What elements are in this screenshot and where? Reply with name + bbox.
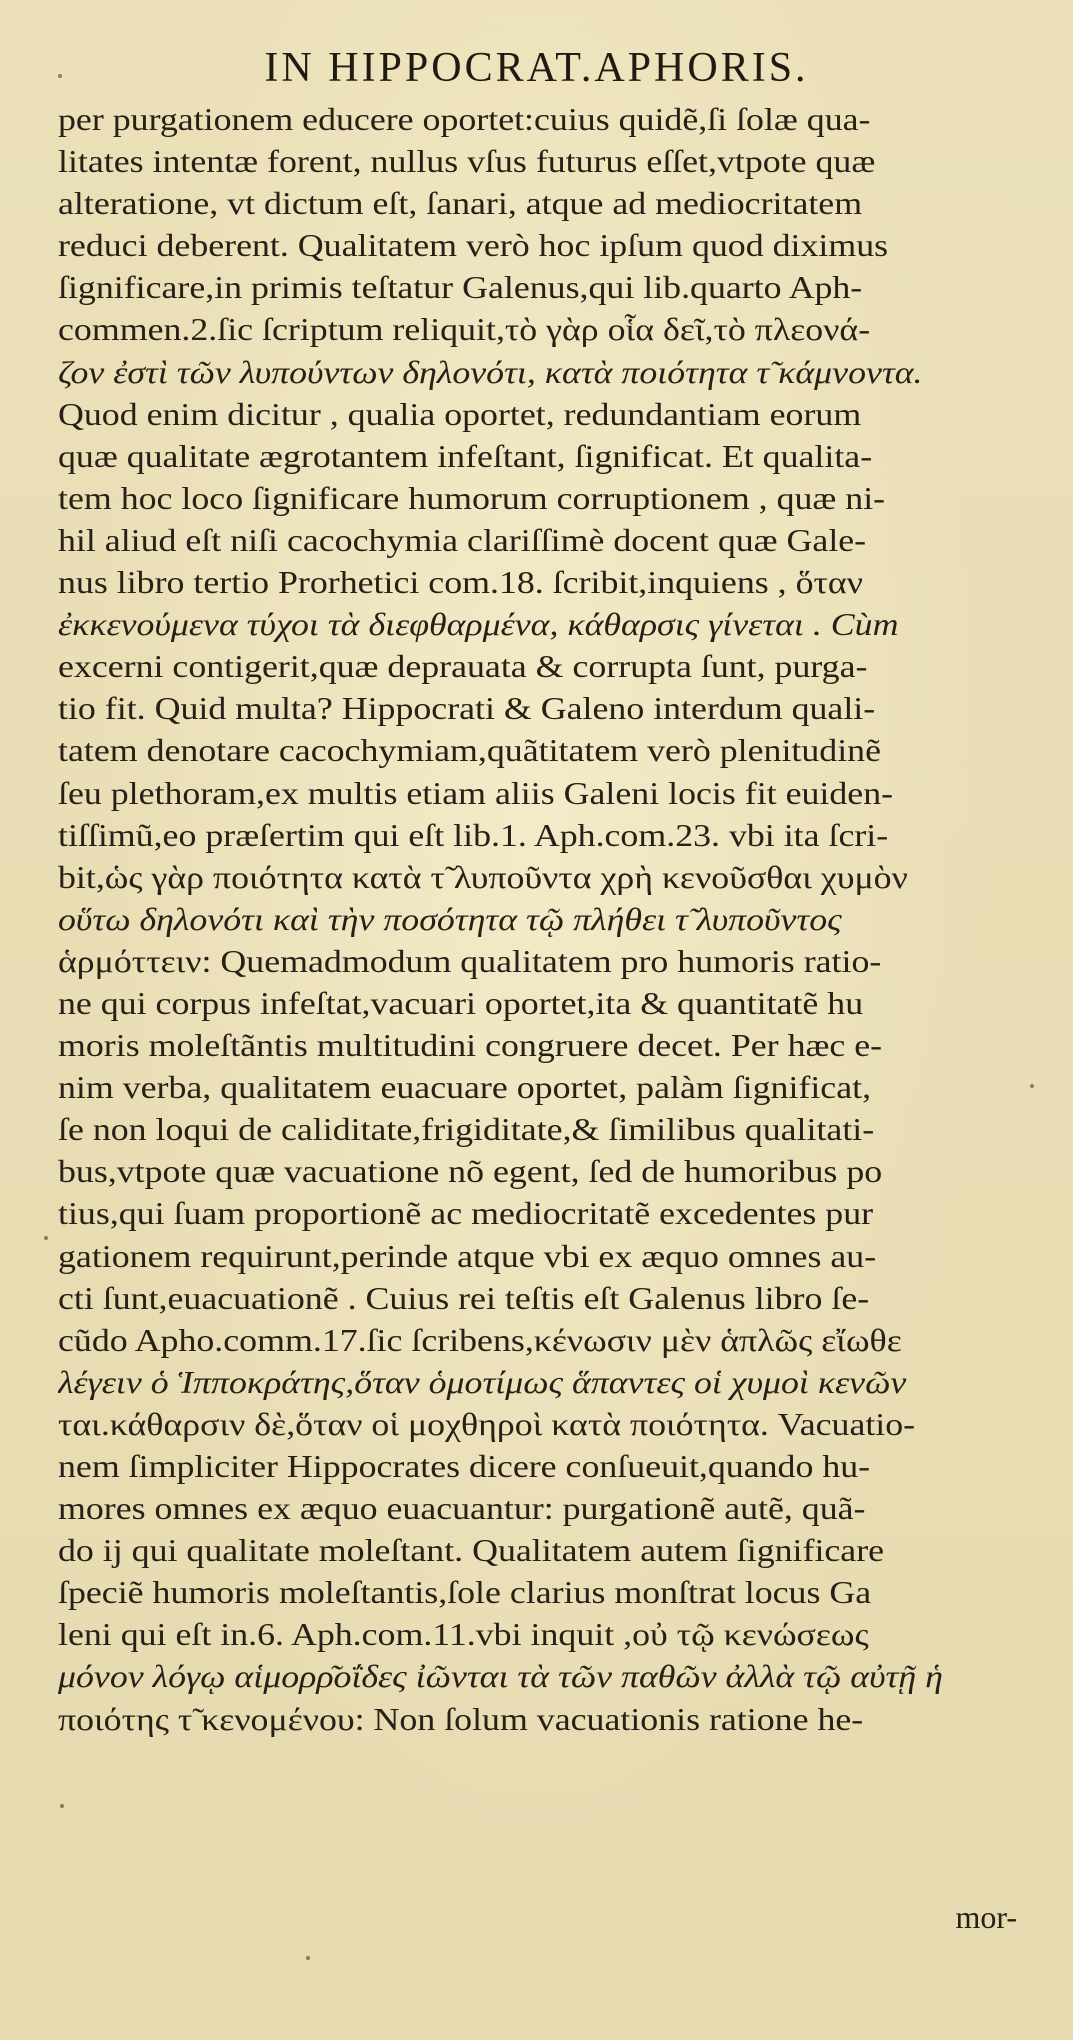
text-line: tatem denotare cacochymiam,quãtitatem verò plenitudinẽ xyxy=(58,732,881,769)
body-text xyxy=(58,98,1018,1740)
text-line: quæ qualitate ægrotantem infeſtant, ſignificat. Et qualita- xyxy=(58,437,873,474)
text-line: per purgationem educere oportet:cuius quidẽ,ſi ſolæ qua- xyxy=(58,101,871,137)
text-line: ἐκκενούμενα τύχοι τὰ διεφθαρμένα, κάθαρσις γίνεται . Cùm xyxy=(58,606,899,643)
text-line: ſeu plethoram,ex multis etiam aliis Galeni locis fit euiden- xyxy=(58,774,894,811)
text-line: tem hoc loco ſignificare humorum corruptionem , quæ ni- xyxy=(58,479,886,516)
ink-speck xyxy=(1030,1084,1034,1088)
text-line: tiſſimũ,eo præſertim qui eſt lib.1. Aph.com.23. vbi ita ſcri- xyxy=(58,816,889,853)
text-line: moris moleſtãntis multitudini congruere decet. Per hæc e- xyxy=(58,1027,883,1064)
text-line: ται.κάθαρσιν δὲ,ὅταν οἱ μοχθηροὶ κατὰ ποιότητα. Vacuatio- xyxy=(58,1405,916,1442)
ink-speck xyxy=(60,1804,64,1808)
text-line: hil aliud eſt niſi cacochymia clariſſimè docent quæ Gale- xyxy=(58,521,867,558)
text-line: ποιότης τ̃ κενομένου: Non ſolum vacuationis ratione he- xyxy=(58,1700,864,1737)
text-line: bit,ὡς γὰρ ποιότητα κατὰ τ̃ λυποῦντα χρὴ κενοῦσθαι χυμὸν xyxy=(58,858,908,895)
text-line: mores omnes ex æquo euacuantur: purgationẽ autẽ, quã- xyxy=(58,1490,866,1527)
text-line: ſignificare,in primis teſtatur Galenus,qui lib.quarto Aph- xyxy=(58,269,863,306)
text-line: alteratione, vt dictum eſt, ſanari, atque ad mediocritatem xyxy=(58,185,863,222)
text-line: cti ſunt,euacuationẽ . Cuius rei teſtis eſt Galenus libro ſe- xyxy=(58,1279,870,1316)
text-line: ſpeciẽ humoris moleſtantis,ſole clarius monſtrat locus Ga xyxy=(58,1574,872,1611)
ink-speck xyxy=(306,1956,310,1960)
text-line: tio fit. Quid multa? Hippocrati & Galeno interdum quali- xyxy=(58,690,876,727)
text-line: ne qui corpus infeſtat,vacuari oportet,ita & quantitatẽ hu xyxy=(58,984,864,1021)
ink-speck xyxy=(44,1236,48,1240)
catchword: mor- xyxy=(955,1899,1017,1935)
text-line: μόνον λόγῳ αἱμορρ͂οΐδες ἰῶνται τὰ τῶν παθῶν ἀλλὰ τῷ αὐτῇ ἡ xyxy=(58,1658,943,1695)
text-line: nus libro tertio Prorhetici com.18. ſcribit,inquiens , ὅταν xyxy=(58,564,863,601)
text-line: gationem requirunt,perinde atque vbi ex æquo omnes au- xyxy=(58,1237,877,1274)
text-line: nem ſimpliciter Hippocrates dicere conſueuit,quando hu- xyxy=(58,1448,871,1484)
text-line: οὕτω δηλονότι καὶ τὴν ποσότητα τῷ πλήθει τ̃ λυποῦντος xyxy=(58,900,842,937)
text-line: commen.2.ſic ſcriptum reliquit,τὸ γὰρ οἷα δεῖ,τὸ πλεονά- xyxy=(58,311,871,348)
text-line: tius,qui ſuam proportionẽ ac mediocritatẽ excedentes pur xyxy=(58,1195,874,1232)
text-line: ſe non loqui de caliditate,frigiditate,& ſimilibus qualitati- xyxy=(58,1111,875,1148)
text-line: do ij qui qualitate moleſtant. Qualitatem autem ſignificare xyxy=(58,1532,885,1569)
text-line: cũdo Apho.comm.17.ſic ſcribens,κένωσιν μὲν ἁπλῶς εἴωθε xyxy=(58,1321,902,1358)
text-line: Quod enim dicitur , qualia oportet, redundantiam eorum xyxy=(58,395,862,432)
text-line: reduci deberent. Qualitatem verò hoc ipſum quod diximus xyxy=(58,227,889,264)
text-line: excerni contigerit,quæ deprauata & corrupta ſunt, purga- xyxy=(58,648,868,685)
text-line: leni qui eſt in.6. Aph.com.11.vbi inquit ,οὐ τῷ κενώσεως xyxy=(58,1616,869,1653)
ink-speck xyxy=(58,74,62,78)
text-line: bus,vtpote quæ vacuatione nõ egent, ſed de humoribus po xyxy=(58,1153,883,1190)
text-line: λέγειν ὁ Ἱπποκράτης,ὅταν ὁμοτίμως ἅπαντες οἱ χυμοὶ κενῶν xyxy=(58,1363,907,1400)
text-line: ἁρμόττειν: Quemadmodum qualitatem pro humoris ratio- xyxy=(58,942,882,979)
text-line: nim verba, qualitatem euacuare oportet, palàm ſignificat, xyxy=(58,1069,872,1106)
text-line: litates intentæ forent, nullus vſus futurus eſſet,vtpote quæ xyxy=(58,143,876,180)
running-head: IN HIPPOCRAT.APHORIS. xyxy=(264,45,809,91)
text-line: ζον ἐστὶ τῶν λυπούντων δηλονότι, κατὰ ποιότητα τ̃ κάμνοντα. xyxy=(58,353,923,390)
